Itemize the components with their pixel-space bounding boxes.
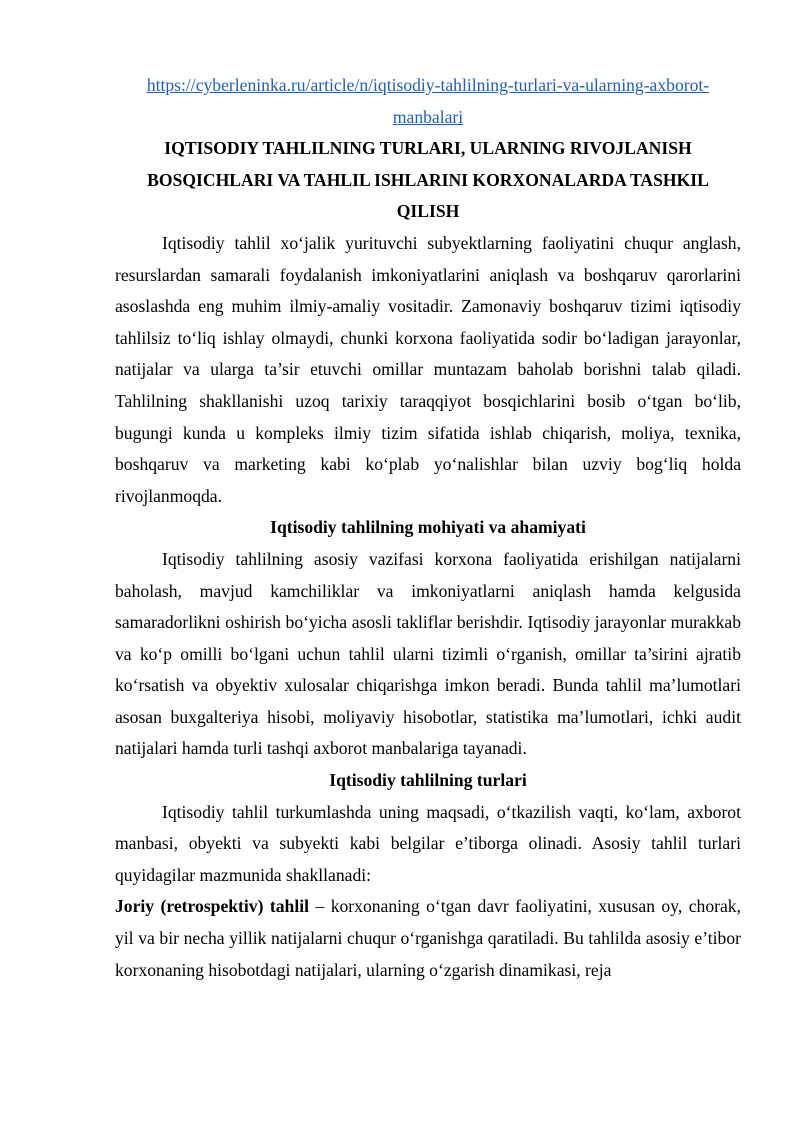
term-current-analysis: Joriy (retrospektiv) tahlil (115, 896, 310, 917)
document-page (115, 70, 741, 986)
intro-paragraph: Iqtisodiy tahlil xo‘jalik yurituvchi subyektlarning faoliyatini chuqur anglash, resurslardan samarali foydalanish imkoniyatlarini aniqlash va boshqaruv qarorlarini asoslashda eng muhim ilmiy-amaliy vositadir. Zamonaviy boshqaruv tizimi iqtisodiy tahlilsiz to‘liq ishlay olmaydi, chunki korxona faoliyatida sodir bo‘ladigan jarayonlar, natijalar va ularga ta’sir etuvchi omillar muntazam baholab borishni talab qiladi. Tahlilning shakllanishi uzoq tarixiy taraqqiyot bosqichlarini bosib o‘tgan bo‘lib, bugungi kunda u kompleks ilmiy tizim sifatida ishlab chiqarish, moliya, texnika, boshqaruv va marketing kabi ko‘plab yo‘nalishlar bilan uzviy bog‘liq holda rivojlanmoqda. (115, 232, 741, 506)
term-paragraph-current-analysis (115, 891, 741, 986)
source-link[interactable]: https://cyberleninka.ru/article/n/iqtisodiy-tahlilning-turlari-va-ularning-axborot-manbalari (146, 75, 710, 127)
term-definition: – korxonaning o‘tgan davr faoliyatini, xususan oy, chorak, yil va bir necha yillik natijalarni chuqur o‘rganishga qaratiladi. Bu tahlilda asosiy e’tibor korxonaning hisobotdagi natijalari, ularning o‘zgarish dinamikasi, reja (115, 896, 741, 980)
section-heading-essence: Iqtisodiy tahlilning mohiyati va ahamiyati (270, 517, 586, 538)
section-heading-types: Iqtisodiy tahlilning turlari (329, 770, 527, 791)
document-title: IQTISODIY TAHLILNING TURLARI, ULARNING RIVOJLANISH BOSQICHLARI VA TAHLIL ISHLARINI KORXONALARDA TASHKIL QILISH (147, 138, 709, 222)
section-paragraph-types: Iqtisodiy tahlil turkumlashda uning maqsadi, o‘tkazilish vaqti, ko‘lam, axborot manbasi, obyekti va subyekti kabi belgilar e’tiborga olinadi. Asosiy tahlil turlari quyidagilar mazmunida shakllanadi: (115, 801, 741, 885)
section-paragraph-essence: Iqtisodiy tahlilning asosiy vazifasi korxona faoliyatida erishilgan natijalarni baholash, mavjud kamchiliklar va imkoniyatlarni aniqlash hamda kelgusida samaradorlikni oshirish bo‘yicha asosli takliflar berishdir. Iqtisodiy jarayonlar murakkab va ko‘p omilli bo‘lgani uchun tahlil ularni tizimli o‘rganish, omillar ta’sirini ajratib ko‘rsatish va obyektiv xulosalar chiqarishga imkon beradi. Bunda tahlil ma’lumotlari asosan buxgalteriya hisobi, moliyaviy hisobotlar, statistika ma’lumotlari, ichki audit natijalari hamda turli tashqi axborot manbalariga tayanadi. (115, 548, 741, 759)
